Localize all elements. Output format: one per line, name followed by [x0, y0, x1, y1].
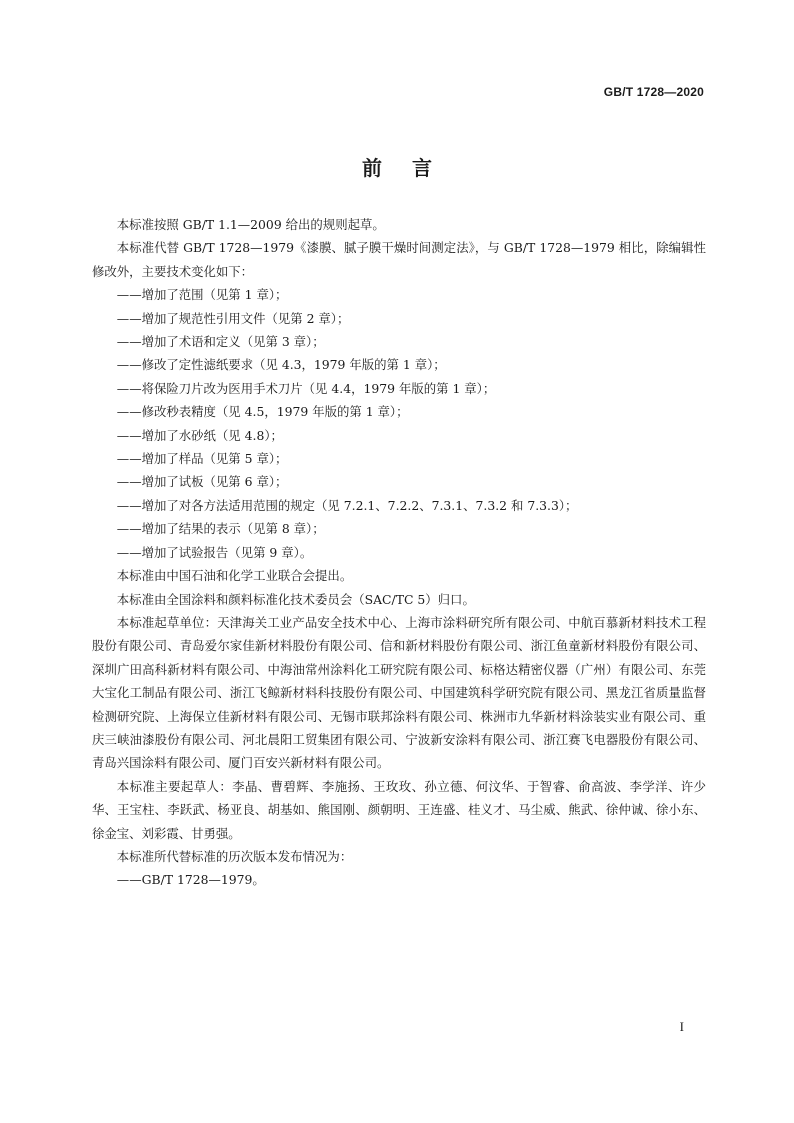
change-item: ——增加了对各方法适用范围的规定（见 7.2.1、7.2.2、7.3.1、7.3.2 和 7.3.3）； — [116, 497, 578, 513]
paragraph-drafters: 本标准主要起草人：李晶、曹碧辉、李施扬、王玫玫、孙立德、何汶华、于智睿、俞高波、李学洋、许少华、王宝柱、李跃武、杨亚良、胡基如、熊国刚、颜朝明、王连盛、桂义才、马尘威、熊武、徐仲诚、徐小东、徐金宝、刘彩霞、甘勇强。 — [92, 778, 706, 841]
page-number: I — [679, 1019, 684, 1034]
paragraph-proposed-by: 本标准由中国石油和化学工业联合会提出。 — [116, 568, 353, 584]
paragraph-replacement: 本标准代替 GB/T 1728—1979《漆膜、腻子膜干燥时间测定法》，与 GB/T 1728—1979 相比，除编辑性修改外，主要技术变化如下： — [92, 240, 706, 279]
change-item: ——增加了样品（见第 5 章）； — [116, 451, 288, 467]
change-item: ——修改了定性滤纸要求（见 4.3，1979 年版的第 1 章）； — [116, 357, 446, 373]
paragraph-centralized-by: 本标准由全国涂料和颜料标准化技术委员会（SAC/TC 5）归口。 — [116, 591, 475, 607]
paragraph-history: 本标准所代替标准的历次版本发布情况为： — [116, 848, 353, 864]
foreword-body — [92, 213, 706, 892]
change-item: ——增加了结果的表示（见第 8 章）； — [116, 521, 325, 537]
change-item: ——增加了范围（见第 1 章）； — [116, 287, 288, 303]
history-item: ——GB/T 1728—1979。 — [116, 872, 265, 888]
change-item: ——将保险刀片改为医用手术刀片（见 4.4，1979 年版的第 1 章）； — [116, 380, 496, 396]
change-item: ——增加了试板（见第 6 章）； — [116, 474, 288, 490]
standard-code: GB/T 1728—2020 — [603, 85, 704, 99]
paragraph-drafting-rules: 本标准按照 GB/T 1.1—2009 给出的规则起草。 — [116, 217, 385, 232]
paragraph-drafting-units: 本标准起草单位：天津海关工业产品安全技术中心、上海市涂料研究所有限公司、中航百慕新材料技术工程股份有限公司、青岛爱尔家佳新材料股份有限公司、信和新材料股份有限公司、浙江鱼童新材料股份有限公司、深圳广田高科新材料有限公司、中海油常州涂料化工研究院有限公司、标格达精密仪器（广州）有限公司、东莞大宝化工制品有限公司、浙江飞鲸新材料科技股份有限公司、中国建筑科学研究院有限公司、黑龙江省质量监督检测研究院、上海保立佳新材料有限公司、无锡市联邦涂料有限公司、株洲市九华新材料涂装实业有限公司、重庆三峡油漆股份有限公司、河北晨阳工贸集团有限公司、宁波新安涂料有限公司、浙江赛飞电器股份有限公司、青岛兴国涂料有限公司、厦门百安兴新材料有限公司。 — [92, 614, 706, 771]
change-item: ——修改秒表精度（见 4.5，1979 年版的第 1 章）； — [116, 404, 409, 420]
change-item: ——增加了规范性引用文件（见第 2 章）； — [116, 310, 350, 326]
change-item: ——增加了术语和定义（见第 3 章）； — [116, 334, 325, 350]
change-item: ——增加了试验报告（见第 9 章）。 — [116, 544, 313, 560]
page-title: 前言 — [362, 156, 462, 180]
change-item: ——增加了水砂纸（见 4.8）； — [116, 427, 283, 443]
